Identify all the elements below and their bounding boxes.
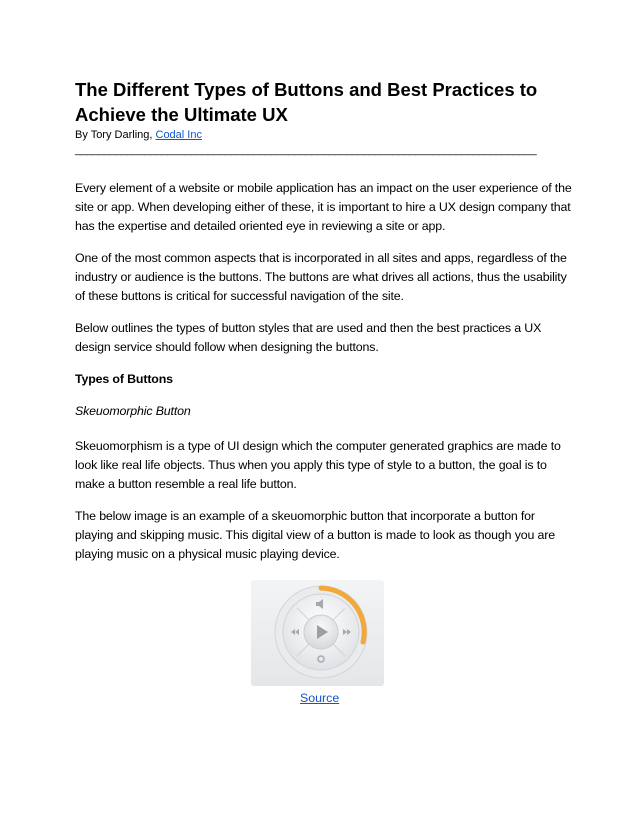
source-caption — [300, 689, 339, 708]
byline — [75, 128, 202, 142]
paragraph-buttons-importance: One of the most common aspects that is incorporated in all sites and apps, regardless of the industry or audience is the buttons. The buttons are what drives all actions, thus the usability of these buttons is critical for successful navigation of the site. — [75, 251, 567, 303]
divider-line: ________________________________________________________________________________ — [75, 144, 537, 156]
author-company-link[interactable]: Codal Inc — [155, 129, 202, 141]
paragraph-outline: Below outlines the types of button styles that are used and then the best practices a UX design service should follow when designing the buttons. — [75, 321, 542, 354]
paragraph-skeuomorphism: Skeuomorphism is a type of UI design which the computer generated graphics are made to look like real life objects. Thus when you apply this type of style to a button, the goal is to make a button resemble a real life button. — [75, 439, 561, 491]
subheading-skeuomorphic: Skeuomorphic Button — [75, 404, 191, 418]
paragraph-example: The below image is an example of a skeuomorphic button that incorporate a button for playing and skipping music. This digital view of a button is made to look as though you are playing music on a physical music playing device. — [75, 509, 555, 561]
byline-prefix: By Tory Darling, — [75, 129, 156, 141]
section-heading-types: Types of Buttons — [75, 372, 173, 386]
article-title: The Different Types of Buttons and Best Practices to Achieve the Ultimate UX — [75, 79, 538, 125]
music-control-illustration — [251, 580, 384, 686]
paragraph-intro: Every element of a website or mobile application has an impact on the user experience of the site or app. When developing either of these, it is important to hire a UX design company that has the expertise and detailed oriented eye in reviewing a site or app. — [75, 181, 572, 233]
skeuomorphic-button-image — [251, 580, 384, 686]
source-link[interactable]: Source — [300, 691, 340, 705]
